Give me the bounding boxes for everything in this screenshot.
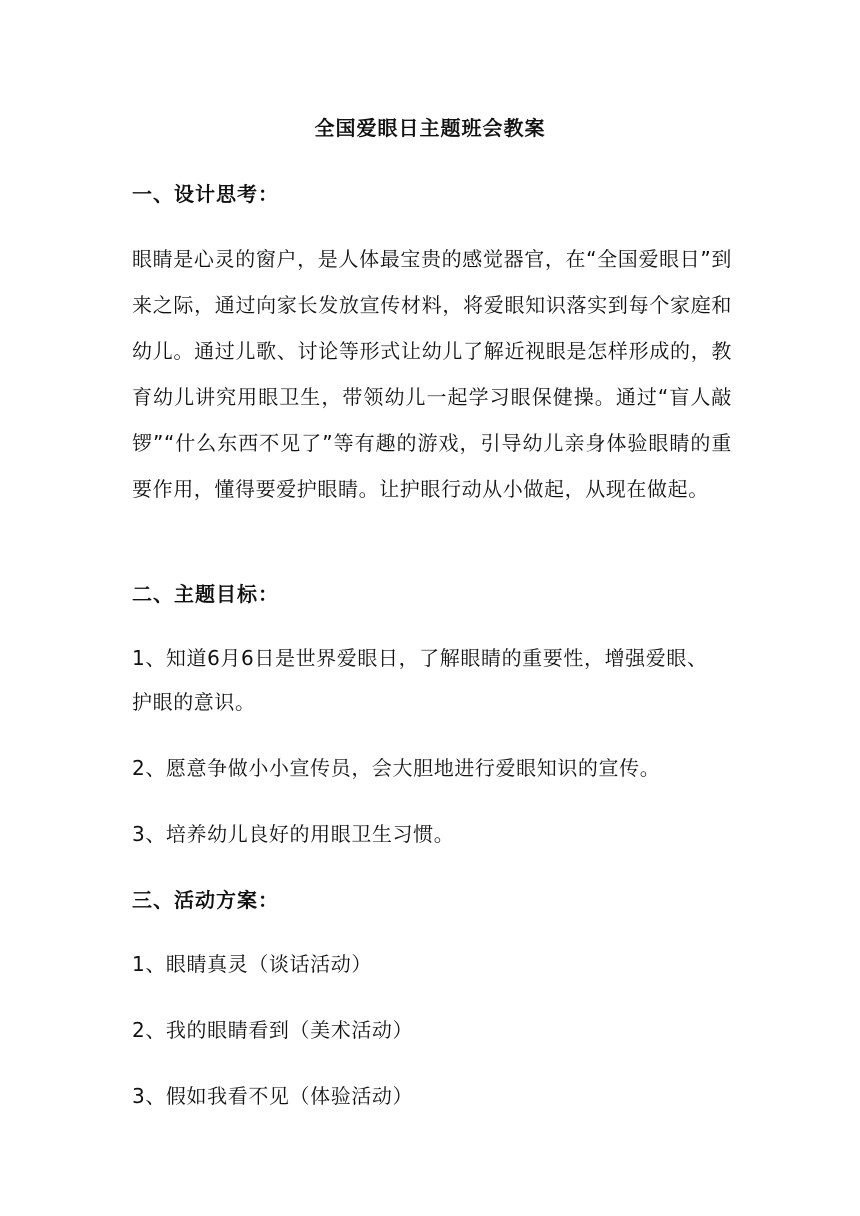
plan-item-2: 2、我的眼睛看到（美术活动）	[132, 1018, 414, 1042]
design-paragraph: 眼睛是心灵的窗户，是人体最宝贵的感觉器官，在“全国爱眼日”到来之际，通过向家长发放宣传材料，将爱眼知识落实到每个家庭和幼儿。通过儿歌、讨论等形式让幼儿了解近视眼是怎样形成的，教育幼儿讲究用眼卫生，带领幼儿一起学习眼保健操。通过“盲人敲锣”“什么东西不见了”等有趣的游戏，引导幼儿亲身体验眼睛的重要作用，懂得要爱护眼睛。让护眼行动从小做起，从现在做起。	[132, 247, 732, 501]
goal-item-1: 1、知道6月6日是世界爱眼日，了解眼睛的重要性，增强爱眼、护眼的意识。	[132, 646, 708, 714]
goal-item-3: 3、培养幼儿良好的用眼卫生习惯。	[132, 822, 455, 846]
document-title: 全国爱眼日主题班会教案	[314, 116, 546, 140]
plan-item-3: 3、假如我看不见（体验活动）	[132, 1084, 414, 1108]
section-heading-design: 一、设计思考：	[132, 182, 279, 206]
section-heading-goals: 二、主题目标：	[132, 582, 279, 606]
goal-item-2: 2、愿意争做小小宣传员，会大胆地进行爱眼知识的宣传。	[132, 756, 661, 780]
plan-item-1: 1、眼睛真灵（谈话活动）	[132, 952, 372, 976]
section-heading-plan: 三、活动方案：	[132, 888, 279, 912]
